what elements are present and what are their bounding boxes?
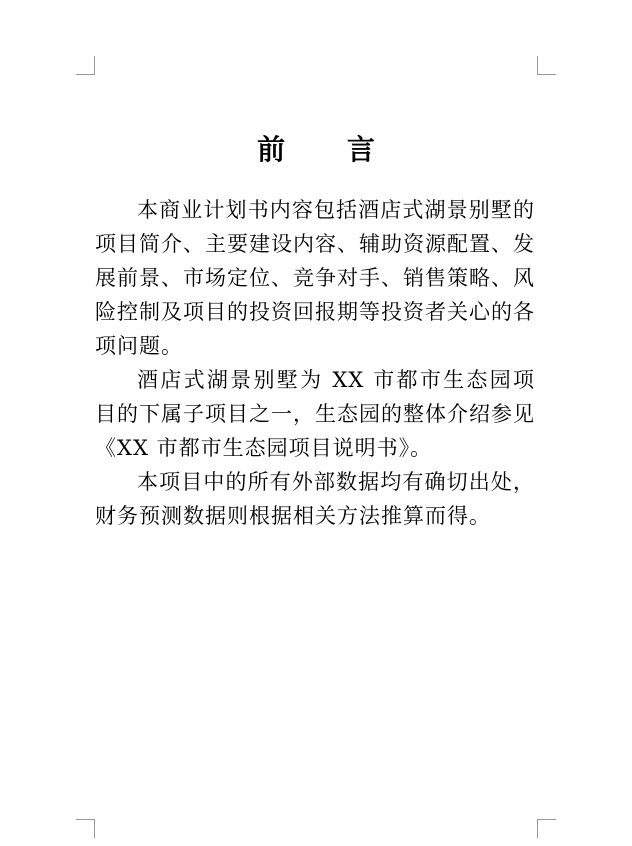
crop-mark-bottom-left: [76, 819, 95, 838]
crop-mark-bottom-right: [537, 819, 556, 838]
crop-mark-top-left: [76, 56, 95, 75]
paragraph-1: 本商业计划书内容包括酒店式湖景别墅的项目简介、主要建设内容、辅助资源配置、发展前景、市场定位、竞争对手、销售策略、风险控制及项目的投资回报期等投资者关心的各项问题。: [95, 198, 535, 358]
paragraph-3: 本项目中的所有外部数据均有确切出处，财务预测数据则根据相关方法推算而得。: [95, 470, 535, 528]
crop-mark-top-right: [537, 56, 556, 75]
page-title: 前 言: [257, 133, 401, 166]
body-text: [95, 193, 535, 533]
paragraph-2: 酒店式湖景别墅为 XX 市都市生态园项目的下属子项目之一，生态园的整体介绍参见《XX 市都市生态园项目说明书》。: [95, 368, 535, 460]
